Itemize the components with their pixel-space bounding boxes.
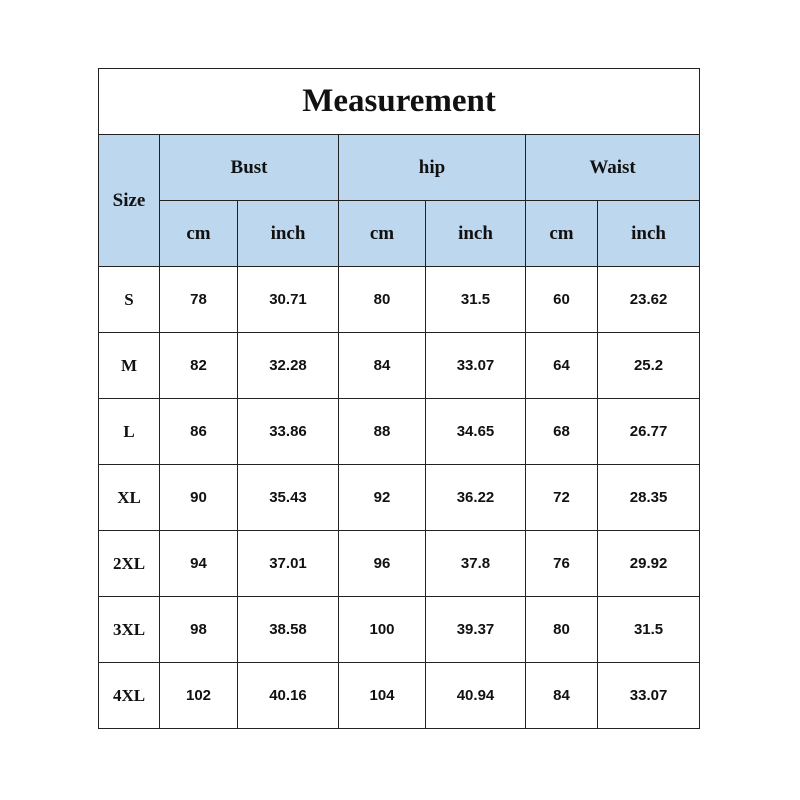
hip-inch-cell: 33.07	[426, 333, 526, 399]
bust-inch-cell: 30.71	[238, 267, 339, 333]
size-cell: 4XL	[99, 663, 160, 729]
table-row	[99, 531, 700, 597]
hip-cm-cell: 104	[339, 663, 426, 729]
group-header-row	[99, 135, 700, 201]
bust-inch-cell: 33.86	[238, 399, 339, 465]
unit-header-row	[99, 201, 700, 267]
waist-inch-cell: 26.77	[598, 399, 700, 465]
bust-inch-cell: 38.58	[238, 597, 339, 663]
measurement-chart	[98, 68, 699, 729]
waist-cm-cell: 60	[526, 267, 598, 333]
bust-cm-cell: 90	[160, 465, 238, 531]
bust-cm-cell: 78	[160, 267, 238, 333]
waist-cm-cell: 76	[526, 531, 598, 597]
hip-inch-cell: 37.8	[426, 531, 526, 597]
size-cell: 3XL	[99, 597, 160, 663]
bust-header: Bust	[160, 135, 339, 201]
size-cell: S	[99, 267, 160, 333]
size-cell: 2XL	[99, 531, 160, 597]
hip-cm-header: cm	[339, 201, 426, 267]
waist-inch-cell: 31.5	[598, 597, 700, 663]
bust-cm-cell: 86	[160, 399, 238, 465]
waist-inch-header: inch	[598, 201, 700, 267]
waist-inch-cell: 28.35	[598, 465, 700, 531]
waist-inch-cell: 25.2	[598, 333, 700, 399]
hip-cm-cell: 96	[339, 531, 426, 597]
waist-cm-cell: 68	[526, 399, 598, 465]
hip-inch-cell: 36.22	[426, 465, 526, 531]
bust-cm-cell: 94	[160, 531, 238, 597]
waist-cm-cell: 80	[526, 597, 598, 663]
table-row	[99, 465, 700, 531]
bust-cm-cell: 102	[160, 663, 238, 729]
waist-inch-cell: 23.62	[598, 267, 700, 333]
table-row	[99, 267, 700, 333]
bust-inch-header: inch	[238, 201, 339, 267]
table-row	[99, 399, 700, 465]
size-cell: L	[99, 399, 160, 465]
waist-inch-cell: 33.07	[598, 663, 700, 729]
bust-cm-header: cm	[160, 201, 238, 267]
size-cell: M	[99, 333, 160, 399]
hip-cm-cell: 92	[339, 465, 426, 531]
hip-inch-cell: 31.5	[426, 267, 526, 333]
bust-inch-cell: 32.28	[238, 333, 339, 399]
hip-cm-cell: 84	[339, 333, 426, 399]
hip-cm-cell: 80	[339, 267, 426, 333]
size-table	[98, 68, 700, 729]
waist-cm-cell: 84	[526, 663, 598, 729]
hip-header: hip	[339, 135, 526, 201]
bust-cm-cell: 82	[160, 333, 238, 399]
bust-inch-cell: 40.16	[238, 663, 339, 729]
table-row	[99, 597, 700, 663]
bust-inch-cell: 37.01	[238, 531, 339, 597]
table-title: Measurement	[99, 69, 700, 135]
table-row	[99, 333, 700, 399]
hip-inch-cell: 40.94	[426, 663, 526, 729]
bust-inch-cell: 35.43	[238, 465, 339, 531]
waist-cm-cell: 72	[526, 465, 598, 531]
waist-header: Waist	[526, 135, 700, 201]
hip-inch-header: inch	[426, 201, 526, 267]
waist-cm-header: cm	[526, 201, 598, 267]
title-row	[99, 69, 700, 135]
table-row	[99, 663, 700, 729]
waist-inch-cell: 29.92	[598, 531, 700, 597]
hip-inch-cell: 39.37	[426, 597, 526, 663]
bust-cm-cell: 98	[160, 597, 238, 663]
hip-inch-cell: 34.65	[426, 399, 526, 465]
hip-cm-cell: 100	[339, 597, 426, 663]
waist-cm-cell: 64	[526, 333, 598, 399]
size-cell: XL	[99, 465, 160, 531]
size-header: Size	[99, 135, 160, 267]
hip-cm-cell: 88	[339, 399, 426, 465]
